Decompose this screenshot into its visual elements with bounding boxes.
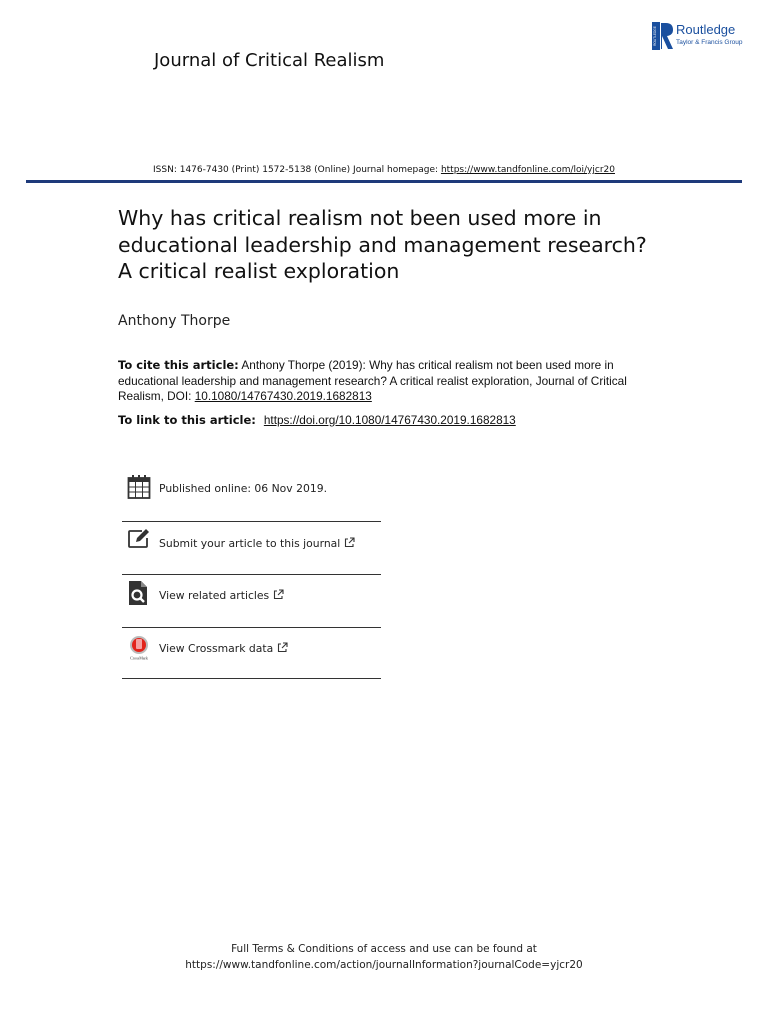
issn-line xyxy=(0,165,768,175)
info-divider xyxy=(122,627,381,628)
publisher-subtitle: Taylor & Francis Group xyxy=(676,39,743,46)
external-link-icon xyxy=(277,642,288,653)
routledge-logo-icon xyxy=(652,22,674,52)
related-articles-link[interactable] xyxy=(159,589,284,602)
cite-text: Anthony Thorpe (2019): Why has critical realism not been used more in educational leadership and management research? A critical realist exploration, Journal of Critical Realism, DOI: xyxy=(118,358,627,404)
logo-vertical-text: ROUTLEDGE xyxy=(653,26,657,46)
info-divider xyxy=(122,521,381,522)
crossmark-row[interactable] xyxy=(122,629,381,681)
crossmark-link[interactable] xyxy=(159,642,288,655)
footer-terms: Full Terms & Conditions of access and use can be found at xyxy=(231,943,537,955)
doi-link[interactable]: 10.1080/14767430.2019.1682813 xyxy=(194,389,372,404)
related-articles-label: View related articles xyxy=(159,589,270,602)
journal-title: Journal of Critical Realism xyxy=(154,50,385,71)
submit-article-label: Submit your article to this journal xyxy=(159,537,341,550)
citation-block xyxy=(118,358,658,405)
search-document-icon xyxy=(127,580,151,606)
info-divider xyxy=(122,678,381,679)
edit-icon xyxy=(127,527,151,553)
article-author: Anthony Thorpe xyxy=(118,313,231,329)
external-link-icon xyxy=(273,589,284,600)
header-rule xyxy=(26,180,742,183)
article-link[interactable]: https://doi.org/10.1080/14767430.2019.1682813 xyxy=(263,413,516,427)
link-block xyxy=(118,413,516,427)
cite-label: To cite this article: xyxy=(118,358,239,372)
external-link-icon xyxy=(344,537,355,548)
info-divider xyxy=(122,574,381,575)
published-date: Published online: 06 Nov 2019. xyxy=(159,482,328,495)
issn-text: ISSN: 1476-7430 (Print) 1572-5138 (Online) Journal homepage: xyxy=(153,165,441,175)
crossmark-label: View Crossmark data xyxy=(159,642,274,655)
calendar-icon xyxy=(127,474,151,500)
submit-article-link[interactable] xyxy=(159,537,355,550)
routledge-logo[interactable] xyxy=(652,22,752,52)
journal-homepage-link[interactable]: https://www.tandfonline.com/loi/yjcr20 xyxy=(440,165,615,175)
related-row[interactable] xyxy=(122,576,381,628)
article-title: Why has critical realism not been used more in educational leadership and management research? A critical realist exploration xyxy=(118,206,647,283)
footer xyxy=(0,942,768,973)
link-label: To link to this article: xyxy=(118,413,260,427)
footer-url[interactable]: https://www.tandfonline.com/action/journalInformation?journalCode=yjcr20 xyxy=(185,958,583,971)
crossmark-logo-text: CrossMark xyxy=(130,655,148,661)
crossmark-icon xyxy=(127,635,151,661)
submit-row[interactable] xyxy=(122,523,381,575)
publisher-name: Routledge xyxy=(676,22,736,37)
published-row xyxy=(122,470,381,522)
